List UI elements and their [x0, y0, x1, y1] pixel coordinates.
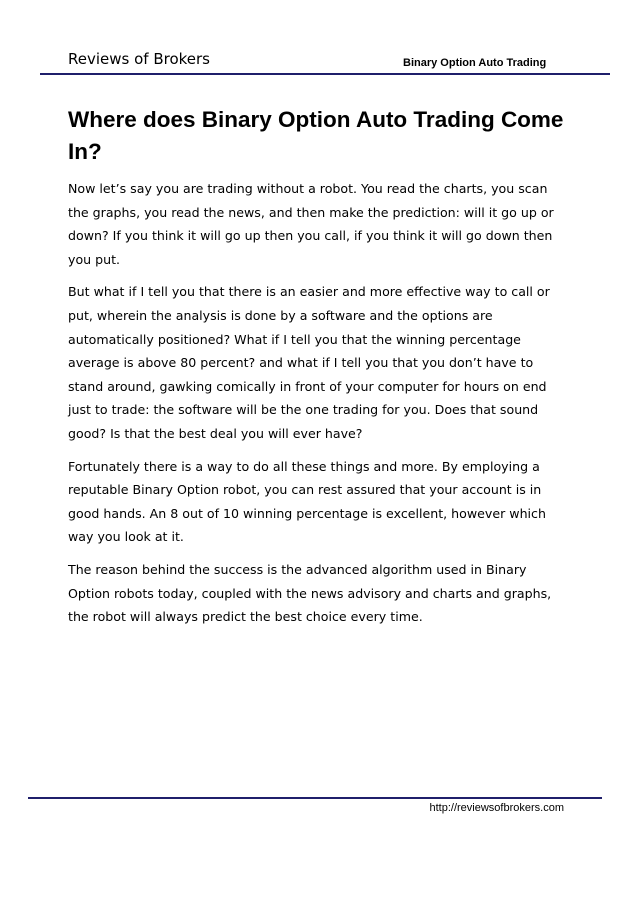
paragraph: Fortunately there is a way to do all these things and more. By employing a reputable Binary Option robot, you can rest assured that your account is in good hands. An 8 out of 10 winning percentage is excellent, however which way you look at it.	[68, 458, 546, 545]
article-body	[68, 177, 568, 638]
paragraph: The reason behind the success is the advanced algorithm used in Binary Option robots today, coupled with the news advisory and charts and graphs, the robot will always predict the best choice every time.	[68, 561, 552, 625]
article-title: Where does Binary Option Auto Trading Come In?	[68, 107, 564, 164]
paragraph: But what if I tell you that there is an easier and more effective way to call or put, wherein the analysis is done by a software and the options are automatically positioned? What if I tell you that the winning percentage average is above 80 percent? and what if I tell you that you don’t have to stand around, gawking comically in front of your computer for hours on end just to trade: the software will be the one trading for you. Does that sound good? Is that the best deal you will ever have?	[68, 284, 550, 441]
section-title: Binary Option Auto Trading	[403, 57, 547, 69]
footer-url[interactable]: http://reviewsofbrokers.com	[429, 802, 564, 814]
footer-divider	[28, 797, 602, 799]
site-name: Reviews of Brokers	[68, 50, 210, 68]
header-divider	[40, 73, 610, 75]
paragraph: Now let’s say you are trading without a robot. You read the charts, you scan the graphs, you read the news, and then make the prediction: will it go up or down? If you think it will go up then you call, if you think it will go down then you put.	[68, 181, 554, 267]
